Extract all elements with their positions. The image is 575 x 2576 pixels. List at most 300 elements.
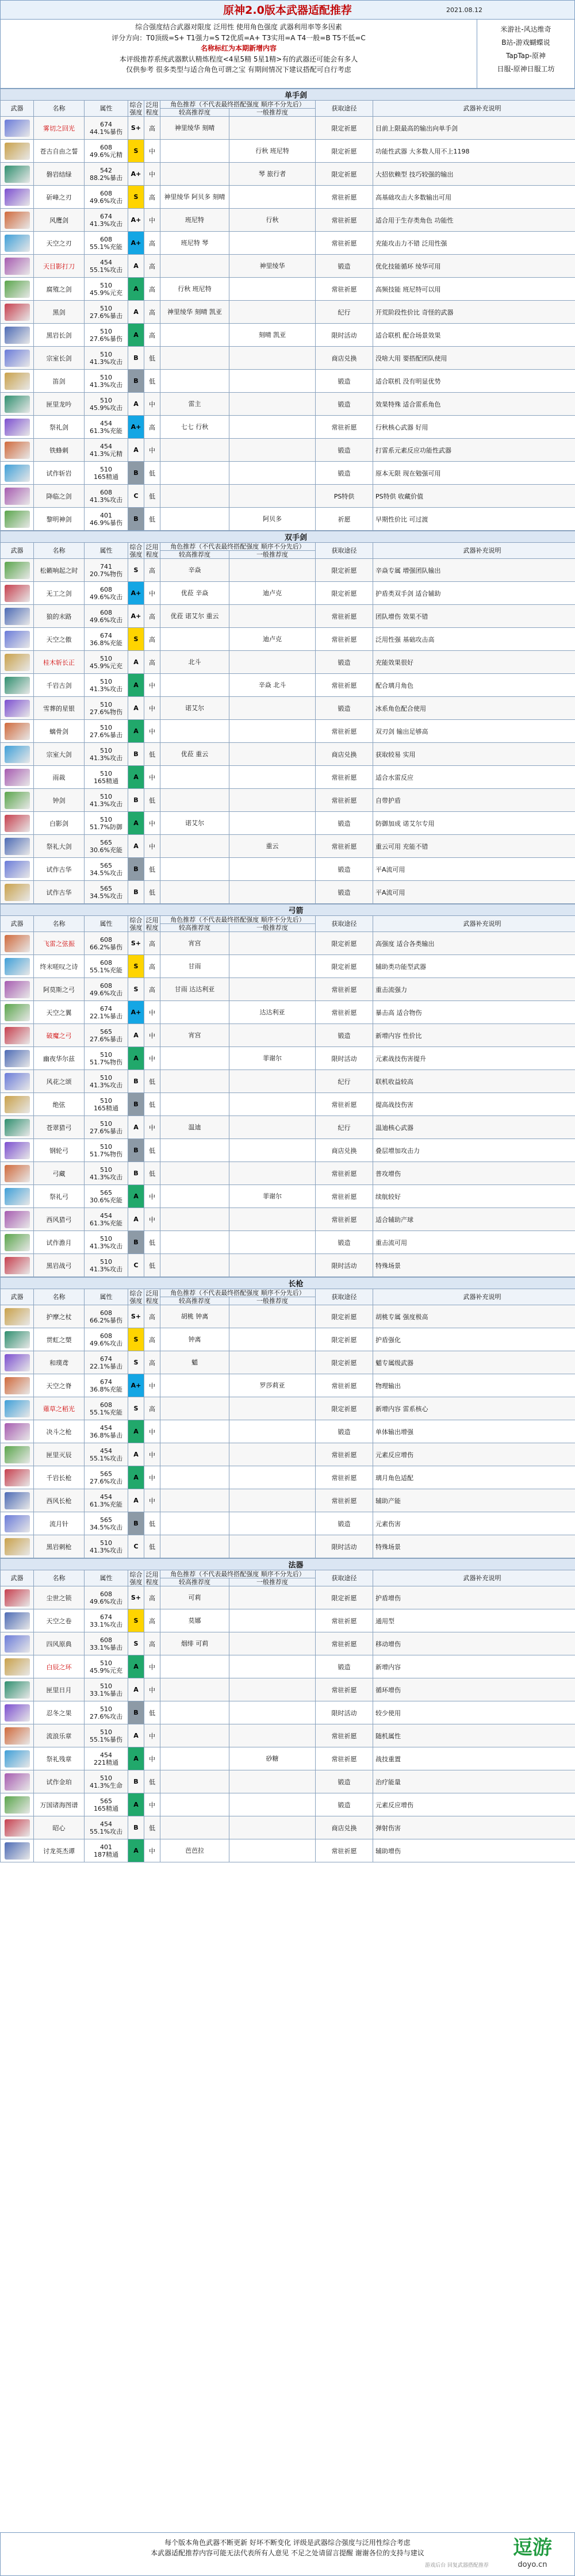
ease-level: 低: [144, 1139, 160, 1162]
weapon-icon: [5, 723, 30, 740]
weapon-stat: [85, 582, 128, 605]
base-attack: 401: [100, 1843, 112, 1851]
weapon-comment: 护盾强化: [373, 1328, 575, 1351]
weapon-comment: 适合水雷反应: [373, 766, 575, 789]
weapon-icon: [5, 1354, 30, 1371]
section-table: [0, 904, 575, 1277]
sub-stat: 41.3%攻击: [90, 1242, 122, 1250]
normal-chars: [229, 559, 316, 582]
rank-badge: S+: [128, 117, 144, 140]
weapon-comment: 璃月角色适配: [373, 1466, 575, 1489]
weapon-stat: [85, 1374, 128, 1397]
ease-level: 高: [144, 605, 160, 628]
base-attack: 608: [100, 1309, 112, 1317]
normal-chars: [229, 1512, 316, 1535]
sub-stat: 88.2%暴击: [90, 174, 122, 182]
weapon-name: 白辰之环: [34, 1655, 85, 1678]
section-header: [1, 904, 575, 916]
top-chars: [160, 1770, 229, 1793]
obtain-method: 商店兑换: [316, 1816, 373, 1839]
ease-level: 中: [144, 209, 160, 232]
weapon-name: 雪葬的星银: [34, 697, 85, 720]
base-attack: 608: [100, 488, 112, 496]
base-attack: 510: [100, 281, 112, 289]
weapon-comment: 暴击高 适合物伤: [373, 1001, 575, 1024]
rank-badge: B: [128, 462, 144, 485]
obtain-method: 常驻祈愿: [316, 416, 373, 439]
weapon-name: 宗室大剑: [34, 743, 85, 766]
sub-stat: 41.3%攻击: [90, 496, 122, 504]
weapon-comment: 适合联机 没有明显优势: [373, 370, 575, 393]
weapon-icon: [5, 373, 30, 390]
weapon-icon: [5, 189, 30, 206]
weapon-stat: [85, 1116, 128, 1139]
weapon-comment: 新增内容 性价比: [373, 1024, 575, 1047]
top-chars: 莫娜: [160, 1609, 229, 1632]
obtain-method: 锻造: [316, 439, 373, 462]
top-chars: [160, 1208, 229, 1231]
weapon-row: [1, 1093, 575, 1116]
rank-badge: B: [128, 1770, 144, 1793]
base-attack: 510: [100, 1074, 112, 1082]
normal-chars: [229, 1701, 316, 1724]
weapon-name: 绝弦: [34, 1093, 85, 1116]
rank-badge: C: [128, 1535, 144, 1558]
weapon-name: 昭心: [34, 1816, 85, 1839]
obtain-method: 常驻祈愿: [316, 766, 373, 789]
weapon-icon: [5, 1538, 30, 1555]
weapon-icon: [5, 120, 30, 137]
weapon-icon: [5, 861, 30, 878]
base-attack: 608: [100, 959, 112, 967]
weapon-stat: [85, 1420, 128, 1443]
weapon-icon: [5, 1165, 30, 1182]
normal-chars: [229, 1254, 316, 1277]
sub-stat: 27.6%暴击: [90, 1035, 122, 1043]
ease-level: 中: [144, 1116, 160, 1139]
weapon-comment: 随机属性: [373, 1724, 575, 1747]
rank-badge: A+: [128, 605, 144, 628]
weapon-row: [1, 978, 575, 1001]
col-how: 获取途径: [316, 916, 373, 932]
weapon-icon: [5, 1377, 30, 1394]
rank-badge: A: [128, 1489, 144, 1512]
base-attack: 674: [100, 1378, 112, 1386]
top-chars: 芭芭拉: [160, 1839, 229, 1862]
sub-stat: 45.9%攻击: [90, 404, 122, 412]
weapon-row: [1, 812, 575, 835]
obtain-method: 纪行: [316, 301, 373, 324]
weapon-icon: [5, 792, 30, 809]
weapon-row: [1, 766, 575, 789]
top-chars: [160, 1420, 229, 1443]
weapon-icon: [5, 1589, 30, 1607]
top-chars: 七七 行秋: [160, 416, 229, 439]
normal-chars: [229, 301, 316, 324]
obtain-method: 锻造: [316, 370, 373, 393]
weapon-comment: 叠层增加攻击力: [373, 1139, 575, 1162]
top-chars: 神里绫华 阿贝多 刻晴: [160, 186, 229, 209]
weapon-name: 飞雷之弦振: [34, 932, 85, 955]
weapon-comment: 获取较易 实用: [373, 743, 575, 766]
normal-chars: 琴 旅行者: [229, 163, 316, 186]
weapon-row: [1, 1747, 575, 1770]
rank-badge: S: [128, 1609, 144, 1632]
weapon-row: [1, 1678, 575, 1701]
weapon-stat: [85, 370, 128, 393]
sub-stat: 49.6%攻击: [90, 616, 122, 624]
sub-stat: 165精通: [94, 1104, 118, 1112]
weapon-name: 天空之傲: [34, 628, 85, 651]
col-name: 名称: [34, 916, 85, 932]
sub-stat: 44.1%暴伤: [90, 128, 122, 136]
col-top: 较高推荐度: [160, 924, 229, 932]
ease-level: 中: [144, 720, 160, 743]
weapon-row: [1, 255, 575, 278]
normal-chars: [229, 978, 316, 1001]
weapon-icon: [5, 838, 30, 855]
normal-chars: 重云: [229, 835, 316, 858]
weapon-icon: [5, 258, 30, 275]
rank-badge: A: [128, 1724, 144, 1747]
top-chars: 甘雨: [160, 955, 229, 978]
weapon-stat: [85, 485, 128, 508]
weapon-row: [1, 651, 575, 674]
base-attack: 510: [100, 1682, 112, 1690]
normal-chars: 迪卢克: [229, 582, 316, 605]
top-chars: 神里绫华 刻晴: [160, 117, 229, 140]
weapon-stat: [85, 858, 128, 881]
weapon-stat: [85, 812, 128, 835]
weapon-comment: 平A流可用: [373, 858, 575, 881]
normal-chars: [229, 743, 316, 766]
normal-chars: [229, 1609, 316, 1632]
weapon-stat: [85, 743, 128, 766]
col-how: 获取途径: [316, 1570, 373, 1586]
weapon-comment: 较少使用: [373, 1701, 575, 1724]
section-title: 长枪: [1, 1278, 575, 1289]
base-attack: 454: [100, 419, 112, 427]
rank-badge: S: [128, 1328, 144, 1351]
normal-chars: 刻晴 凯亚: [229, 324, 316, 347]
weapon-icon: [5, 1704, 30, 1722]
weapon-comment: 功能性武器 大多数人用不上1198: [373, 140, 575, 163]
top-chars: [160, 370, 229, 393]
weapon-row: [1, 1770, 575, 1793]
top-chars: [160, 1535, 229, 1558]
ease-level: 高: [144, 651, 160, 674]
normal-chars: 菲谢尔: [229, 1047, 316, 1070]
sub-stat: 41.3%攻击: [90, 1546, 122, 1554]
base-attack: 454: [100, 1751, 112, 1759]
weapon-icon: [5, 327, 30, 344]
top-chars: [160, 1678, 229, 1701]
col-chars: 角色推荐（不代表最终搭配强度 顺序不分先后）: [160, 1289, 316, 1297]
top-chars: [160, 1070, 229, 1093]
normal-chars: [229, 1162, 316, 1185]
ease-level: 高: [144, 1305, 160, 1328]
obtain-method: 常驻祈愿: [316, 674, 373, 697]
top-chars: [160, 1443, 229, 1466]
weapon-name: 天空之脊: [34, 1374, 85, 1397]
weapon-icon: [5, 1308, 30, 1325]
top-chars: 雷主: [160, 393, 229, 416]
ease-level: 中: [144, 163, 160, 186]
section-title: 双手剑: [1, 531, 575, 543]
weapon-name: 弓藏: [34, 1162, 85, 1185]
top-chars: 宵宫: [160, 932, 229, 955]
top-chars: 辛焱: [160, 559, 229, 582]
sub-stat: 41.3%攻击: [90, 381, 122, 389]
weapon-comment: 效果特殊 适合雷系角色: [373, 393, 575, 416]
sub-stat: 66.2%暴伤: [90, 943, 122, 951]
weapon-name: 天空之卷: [34, 1609, 85, 1632]
weapon-name: 黑岩长剑: [34, 324, 85, 347]
obtain-method: 常驻祈愿: [316, 978, 373, 1001]
ease-level: 中: [144, 1047, 160, 1070]
weapon-icon: [5, 1819, 30, 1837]
weapon-stat: [85, 1747, 128, 1770]
weapon-name: 天空之翼: [34, 1001, 85, 1024]
weapon-comment: 充能攻击力不错 泛用性强: [373, 232, 575, 255]
obtain-method: 限定祈愿: [316, 1397, 373, 1420]
weapon-row: [1, 835, 575, 858]
weapon-icon: [5, 1446, 30, 1463]
sub-stat: 41.3%攻击: [90, 800, 122, 808]
top-chars: 胡桃 钟离: [160, 1305, 229, 1328]
weapon-stat: [85, 1609, 128, 1632]
section-table: [0, 1277, 575, 1558]
ease-level: 低: [144, 1535, 160, 1558]
sub-stat: 20.7%物伤: [90, 570, 122, 578]
weapon-icon: [5, 1400, 30, 1417]
normal-chars: [229, 605, 316, 628]
column-header-row: [1, 916, 575, 924]
weapon-stat: [85, 324, 128, 347]
ease-level: 中: [144, 674, 160, 697]
base-attack: 565: [100, 1797, 112, 1805]
rank-badge: C: [128, 485, 144, 508]
weapon-stat: [85, 1047, 128, 1070]
obtain-method: 限时活动: [316, 1535, 373, 1558]
weapon-stat: [85, 1208, 128, 1231]
rank-badge: B: [128, 1816, 144, 1839]
ease-level: 低: [144, 1231, 160, 1254]
ease-level: 高: [144, 232, 160, 255]
base-attack: 510: [100, 815, 112, 823]
weapon-stat: [85, 1701, 128, 1724]
rank-badge: A: [128, 1024, 144, 1047]
weapon-row: [1, 1328, 575, 1351]
top-chars: 行秋 班尼特: [160, 278, 229, 301]
weapon-icon: [5, 1188, 30, 1205]
section-header: [1, 1559, 575, 1570]
top-chars: [160, 1466, 229, 1489]
weapon-comment: 平A流可用: [373, 881, 575, 904]
top-chars: 班尼特: [160, 209, 229, 232]
sub-stat: 49.6%攻击: [90, 197, 122, 205]
rank-badge: A: [128, 278, 144, 301]
weapon-name: 黑剑: [34, 301, 85, 324]
top-chars: [160, 324, 229, 347]
normal-chars: [229, 1632, 316, 1655]
top-chars: [160, 858, 229, 881]
rank-badge: S: [128, 186, 144, 209]
obtain-method: 限时活动: [316, 324, 373, 347]
weapon-stat: [85, 1678, 128, 1701]
normal-chars: [229, 370, 316, 393]
normal-chars: 神里绫华: [229, 255, 316, 278]
weapon-row: [1, 1535, 575, 1558]
weapon-icon: [5, 585, 30, 602]
weapon-row: [1, 1512, 575, 1535]
top-chars: [160, 674, 229, 697]
weapon-row: [1, 881, 575, 904]
normal-chars: [229, 439, 316, 462]
obtain-method: 商店兑换: [316, 743, 373, 766]
col-icon: 武器: [1, 1289, 34, 1305]
weapon-name: 钟剑: [34, 789, 85, 812]
obtain-method: 限定祈愿: [316, 1328, 373, 1351]
base-attack: 401: [100, 511, 112, 519]
weapon-stat: [85, 978, 128, 1001]
normal-chars: [229, 1655, 316, 1678]
rank-badge: S: [128, 1351, 144, 1374]
weapon-comment: 打雷系元素反应功能性武器: [373, 439, 575, 462]
weapon-icon: [5, 700, 30, 717]
sub-stat: 55.1%充能: [90, 243, 122, 251]
top-chars: 钟离: [160, 1328, 229, 1351]
sub-stat: 55.1%充能: [90, 966, 122, 974]
col-normal: 一般推荐度: [229, 109, 316, 117]
normal-chars: 迪卢克: [229, 628, 316, 651]
normal-chars: [229, 932, 316, 955]
base-attack: 674: [100, 1613, 112, 1621]
section-header: [1, 531, 575, 543]
obtain-method: 常驻祈愿: [316, 278, 373, 301]
sub-stat: 66.2%暴伤: [90, 1316, 122, 1324]
normal-chars: [229, 1443, 316, 1466]
obtain-method: 限时活动: [316, 1701, 373, 1724]
base-attack: 454: [100, 1493, 112, 1501]
weapon-row: [1, 186, 575, 209]
col-stat: 属性: [85, 1289, 128, 1305]
rank-badge: A: [128, 1655, 144, 1678]
sub-stat: 55.1%攻击: [90, 1827, 122, 1835]
top-chars: [160, 1231, 229, 1254]
weapon-comment: 联机收益较高: [373, 1070, 575, 1093]
sub-stat: 36.8%充能: [90, 639, 122, 647]
normal-chars: 罗莎莉亚: [229, 1374, 316, 1397]
weapon-icon: [5, 935, 30, 952]
col-rank: 综合强度: [128, 1289, 144, 1305]
top-chars: [160, 881, 229, 904]
normal-chars: [229, 1839, 316, 1862]
normal-chars: [229, 1793, 316, 1816]
weapon-name: 白影剑: [34, 812, 85, 835]
weapon-icon: [5, 419, 30, 436]
col-ease: 泛用程度: [144, 543, 160, 559]
weapon-stat: [85, 462, 128, 485]
col-rank: 综合强度: [128, 101, 144, 117]
rank-badge: B: [128, 1162, 144, 1185]
weapon-row: [1, 1489, 575, 1512]
weapon-row: [1, 1351, 575, 1374]
normal-chars: 菲谢尔: [229, 1185, 316, 1208]
obtain-method: 常驻祈愿: [316, 835, 373, 858]
base-attack: 510: [100, 327, 112, 335]
obtain-method: 锻造: [316, 462, 373, 485]
weapon-comment: 元素反应增伤: [373, 1793, 575, 1816]
top-chars: [160, 1254, 229, 1277]
weapon-icon: [5, 1773, 30, 1791]
weapon-stat: [85, 416, 128, 439]
weapon-stat: [85, 720, 128, 743]
ease-level: 低: [144, 1770, 160, 1793]
weapon-icon: [5, 1635, 30, 1653]
base-attack: 565: [100, 1516, 112, 1524]
normal-chars: [229, 1586, 316, 1609]
rank-badge: A+: [128, 1374, 144, 1397]
weapon-icon: [5, 1142, 30, 1159]
rank-badge: A+: [128, 416, 144, 439]
ease-level: 中: [144, 812, 160, 835]
col-stat: 属性: [85, 543, 128, 559]
sub-stat: 27.6%暴伤: [90, 335, 122, 343]
base-attack: 608: [100, 235, 112, 243]
normal-chars: [229, 1139, 316, 1162]
rank-badge: B: [128, 789, 144, 812]
weapon-comment: 充能效果很好: [373, 651, 575, 674]
section-table: [0, 89, 575, 531]
weapon-comment: 团队增伤 效果不错: [373, 605, 575, 628]
rank-badge: A: [128, 393, 144, 416]
obtain-method: 常驻祈愿: [316, 1093, 373, 1116]
top-chars: [160, 508, 229, 531]
top-chars: [160, 140, 229, 163]
rank-badge: A: [128, 1466, 144, 1489]
weapon-comment: 辅助增伤: [373, 1839, 575, 1862]
normal-chars: [229, 1816, 316, 1839]
weapon-stat: [85, 651, 128, 674]
weapon-icon: [5, 350, 30, 367]
ease-level: 高: [144, 628, 160, 651]
weapon-stat: [85, 674, 128, 697]
ease-level: 低: [144, 1701, 160, 1724]
weapon-icon: [5, 884, 30, 901]
sub-stat: 22.1%暴击: [90, 1362, 122, 1370]
sub-stat: 61.3%充能: [90, 1219, 122, 1227]
rank-badge: S: [128, 955, 144, 978]
rank-badge: A: [128, 835, 144, 858]
ease-level: 高: [144, 117, 160, 140]
sub-stat: 49.6%攻击: [90, 1597, 122, 1605]
base-attack: 510: [100, 465, 112, 473]
weapon-stat: [85, 1328, 128, 1351]
weapon-row: [1, 1231, 575, 1254]
ease-level: 中: [144, 1024, 160, 1047]
col-how: 获取途径: [316, 101, 373, 117]
normal-chars: [229, 485, 316, 508]
normal-chars: [229, 1351, 316, 1374]
weapon-row: [1, 278, 575, 301]
top-chars: 魈: [160, 1351, 229, 1374]
normal-chars: [229, 1070, 316, 1093]
weapon-stat: [85, 1655, 128, 1678]
ease-level: 低: [144, 1816, 160, 1839]
rank-badge: A: [128, 674, 144, 697]
base-attack: 565: [100, 1470, 112, 1478]
